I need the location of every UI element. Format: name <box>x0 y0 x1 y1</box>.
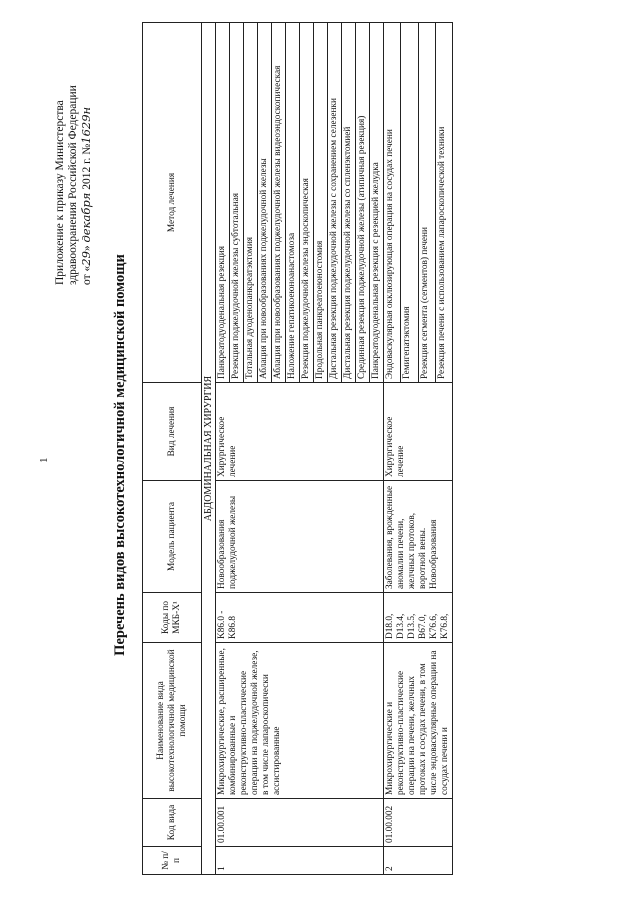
method-cell: Гемигепатэктомия <box>401 23 418 383</box>
appendix-line-2: здравоохранения Российской Федерации <box>67 85 79 285</box>
table-row <box>384 23 401 875</box>
row1-code: 01.00.001 <box>216 799 384 847</box>
date-year: 2012 г. № <box>81 143 93 193</box>
row1-treatment: Хирургическое лечение <box>216 383 384 481</box>
method-cell: Аблация при новообразованиях поджелудочной железы <box>258 23 272 383</box>
table-row <box>216 23 230 875</box>
section-row <box>202 23 216 875</box>
order-number: 1629н <box>79 106 93 144</box>
header-num: № п/п <box>143 847 202 875</box>
date-day: 29 <box>79 251 93 266</box>
page-number: 1 <box>38 457 50 463</box>
row1-num: 1 <box>216 847 384 875</box>
procedures-table <box>142 22 453 875</box>
method-cell: Панкреатодуоденальная резекция с резекцией желудка <box>370 23 384 383</box>
method-cell: Панкреатодуоденальная резекция <box>216 23 230 383</box>
method-cell: Дистальная резекция поджелудочной железы со спленэктомией <box>342 23 356 383</box>
appendix-header <box>54 35 94 285</box>
table-header-row <box>143 23 202 875</box>
method-cell: Наложение гепатикоеюноанастомоза <box>286 23 300 383</box>
header-model: Модель пациента <box>143 481 202 593</box>
method-cell: Аблация при новообразованиях поджелудочной железы видеоэндоскопическая <box>272 23 286 383</box>
row1-icd: K86.0 - K86.8 <box>216 593 384 643</box>
row1-model: Новообразования поджелудочной железы <box>216 481 384 593</box>
row2-num: 2 <box>384 847 453 875</box>
header-icd: Коды по МКБ-X¹ <box>143 593 202 643</box>
date-prefix: от « <box>81 265 93 285</box>
row2-treatment: Хирургическое лечение <box>384 383 453 481</box>
header-code: Код вида <box>143 799 202 847</box>
date-month: декабря <box>79 192 93 243</box>
document-title: Перечень видов высокотехнологичной медицинской помощи <box>112 254 128 656</box>
row2-code: 01.00.002 <box>384 799 453 847</box>
method-cell: Резекция поджелудочной железы субтотальная <box>230 23 244 383</box>
appendix-line-1: Приложение к приказу Министерства <box>54 100 66 285</box>
header-name: Наименование вида высокотехнологичной медицинской помощи <box>143 643 202 799</box>
method-cell: Тотальная дуоденопанкреатэктомия <box>244 23 258 383</box>
header-method: Метод лечения <box>143 23 202 383</box>
header-treatment: Вид лечения <box>143 383 202 481</box>
appendix-line-3 <box>80 35 94 285</box>
section-title: АБДОМИНАЛЬНАЯ ХИРУРГИЯ <box>202 23 216 875</box>
row2-name: Микрохирургические и реконструктивно-пластические операции на печени, желчных протоках и сосудах печени, в том числе эндоваскулярные операции на сосудах печени и <box>384 643 453 799</box>
row1-name: Микрохирургические, расширенные, комбинированные и реконструктивно-пластические операции на поджелудочной железе, в том числе лапароскопически ассистированные <box>216 643 384 799</box>
method-cell: Продольная панкреатоеюностомия <box>314 23 328 383</box>
row2-icd: D18.0, D13.4, D13.5, B67.0, K76.6, K76.8, <box>384 593 453 643</box>
method-cell: Эндоваскулярная окклюзирующая операция на сосудах печени <box>384 23 401 383</box>
date-sep: » <box>81 242 93 252</box>
method-cell: Резекция сегмента (сегментов) печени <box>418 23 435 383</box>
row2-model: Заболевания, врожденные аномалии печени, желчных протоков, воротной вены. Новообразования <box>384 481 453 593</box>
method-cell: Резекция печени с использованием лапароскопической техники <box>435 23 452 383</box>
method-cell: Резекция поджелудочной железы эндоскопическая <box>300 23 314 383</box>
method-cell: Дистальная резекция поджелудочной железы с сохранением селезенки <box>328 23 342 383</box>
method-cell: Срединная резекция поджелудочной железы (атипичная резекция) <box>356 23 370 383</box>
